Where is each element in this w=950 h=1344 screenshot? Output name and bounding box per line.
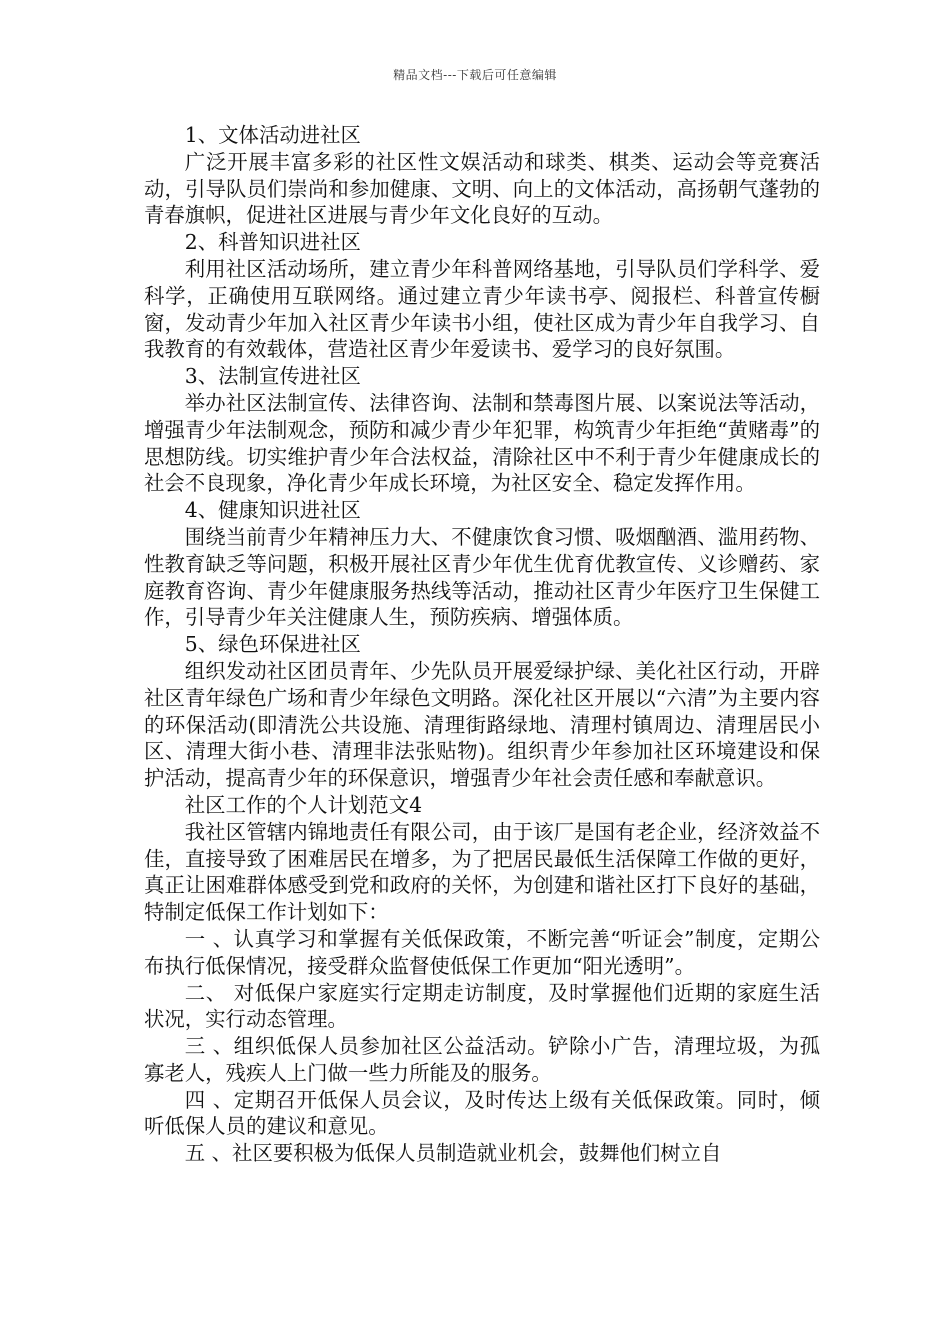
heading-culture-sports: 1、文体活动进社区 (184, 123, 361, 147)
plan-item-4: 四 、定期召开低保人员会议，及时传达上级有关低保政策。同时，倾听低保人员的建议和意见。 (144, 1087, 820, 1139)
plan-item-1: 一 、认真学习和掌握有关低保政策，不断完善“听证会”制度，定期公布执行低保情况，接受群众监督使低保工作更加“阳光透明”。 (144, 926, 820, 978)
paragraph-green: 组织发动社区团员青年、少先队员开展爱绿护绿、美化社区行动，开辟社区青年绿色广场和青少年绿色文明路。深化社区开展以“六清”为主要内容的环保活动(即清洗公共设施、清理街路绿地、清理村镇周边、清理居民小区、清理大街小巷、清理非法张贴物)。组织青少年参加社区环境建设和保护活动，提高青少年的环保意识，增强青少年社会责任感和奉献意识。 (144, 658, 820, 791)
section-title-plan-4: 社区工作的个人计划范文4 (184, 792, 423, 817)
plan-item-5: 五 、社区要积极为低保人员制造就业机会，鼓舞他们树立自 (184, 1141, 722, 1166)
plan-item-3: 三 、组织低保人员参加社区公益活动。铲除小广告，清理垃圾，为孤寡老人，残疾人上门做一些力所能及的服务。 (144, 1034, 820, 1085)
page-header: 精品文档---下载后可任意编辑 (393, 68, 557, 82)
paragraph-health: 围绕当前青少年精神压力大、不健康饮食习惯、吸烟酗酒、滥用药物、性教育缺乏等问题，积极开展社区青少年优生优育优教宣传、义诊赠药、家庭教育咨询、青少年健康服务热线等活动，推动社区青少年医疗卫生保健工作，引导青少年关注健康人生，预防疾病、增强体质。 (144, 524, 820, 630)
heading-science: 2、科普知识进社区 (184, 230, 361, 255)
document-body (144, 122, 820, 1167)
heading-green: 5、绿色环保进社区 (184, 632, 361, 657)
heading-health: 4、健康知识进社区 (184, 498, 361, 523)
heading-legal: 3、法制宣传进社区 (184, 364, 361, 389)
paragraph-science: 利用社区活动场所，建立青少年科普网络基地，引导队员们学科学、爱科学，正确使用互联网络。通过建立青少年读书亭、阅报栏、科普宣传橱窗，发动青少年加入社区青少年读书小组，使社区成为青少年自我学习、自我教育的有效载体，营造社区青少年爱读书、爱学习的良好氛围。 (144, 256, 820, 362)
paragraph-culture-sports: 广泛开展丰富多彩的社区性文娱活动和球类、棋类、运动会等竞赛活动，引导队员们崇尚和参加健康、文明、向上的文体活动，高扬朝气蓬勃的青春旗帜，促进社区进展与青少年文化良好的互动。 (144, 149, 820, 228)
plan-item-2: 二、 对低保户家庭实行定期走访制度，及时掌握他们近期的家庭生活状况，实行动态管理。 (144, 980, 820, 1032)
paragraph-plan-intro: 我社区管辖内锦地责任有限公司，由于该厂是国有老企业，经济效益不佳，直接导致了困难居民在增多，为了把居民最低生活保障工作做的更好，真正让困难群体感受到党和政府的关怀，为创建和谐社区打下良好的基础，特制定低保工作计划如下： (144, 819, 820, 925)
paragraph-legal: 举办社区法制宣传、法律咨询、法制和禁毒图片展、以案说法等活动，增强青少年法制观念，预防和减少青少年犯罪，构筑青少年拒绝“黄赌毒”的思想防线。切实维护青少年合法权益，清除社区中不利于青少年健康成长的社会不良现象，净化青少年成长环境，为社区安全、稳定发挥作用。 (144, 390, 820, 496)
